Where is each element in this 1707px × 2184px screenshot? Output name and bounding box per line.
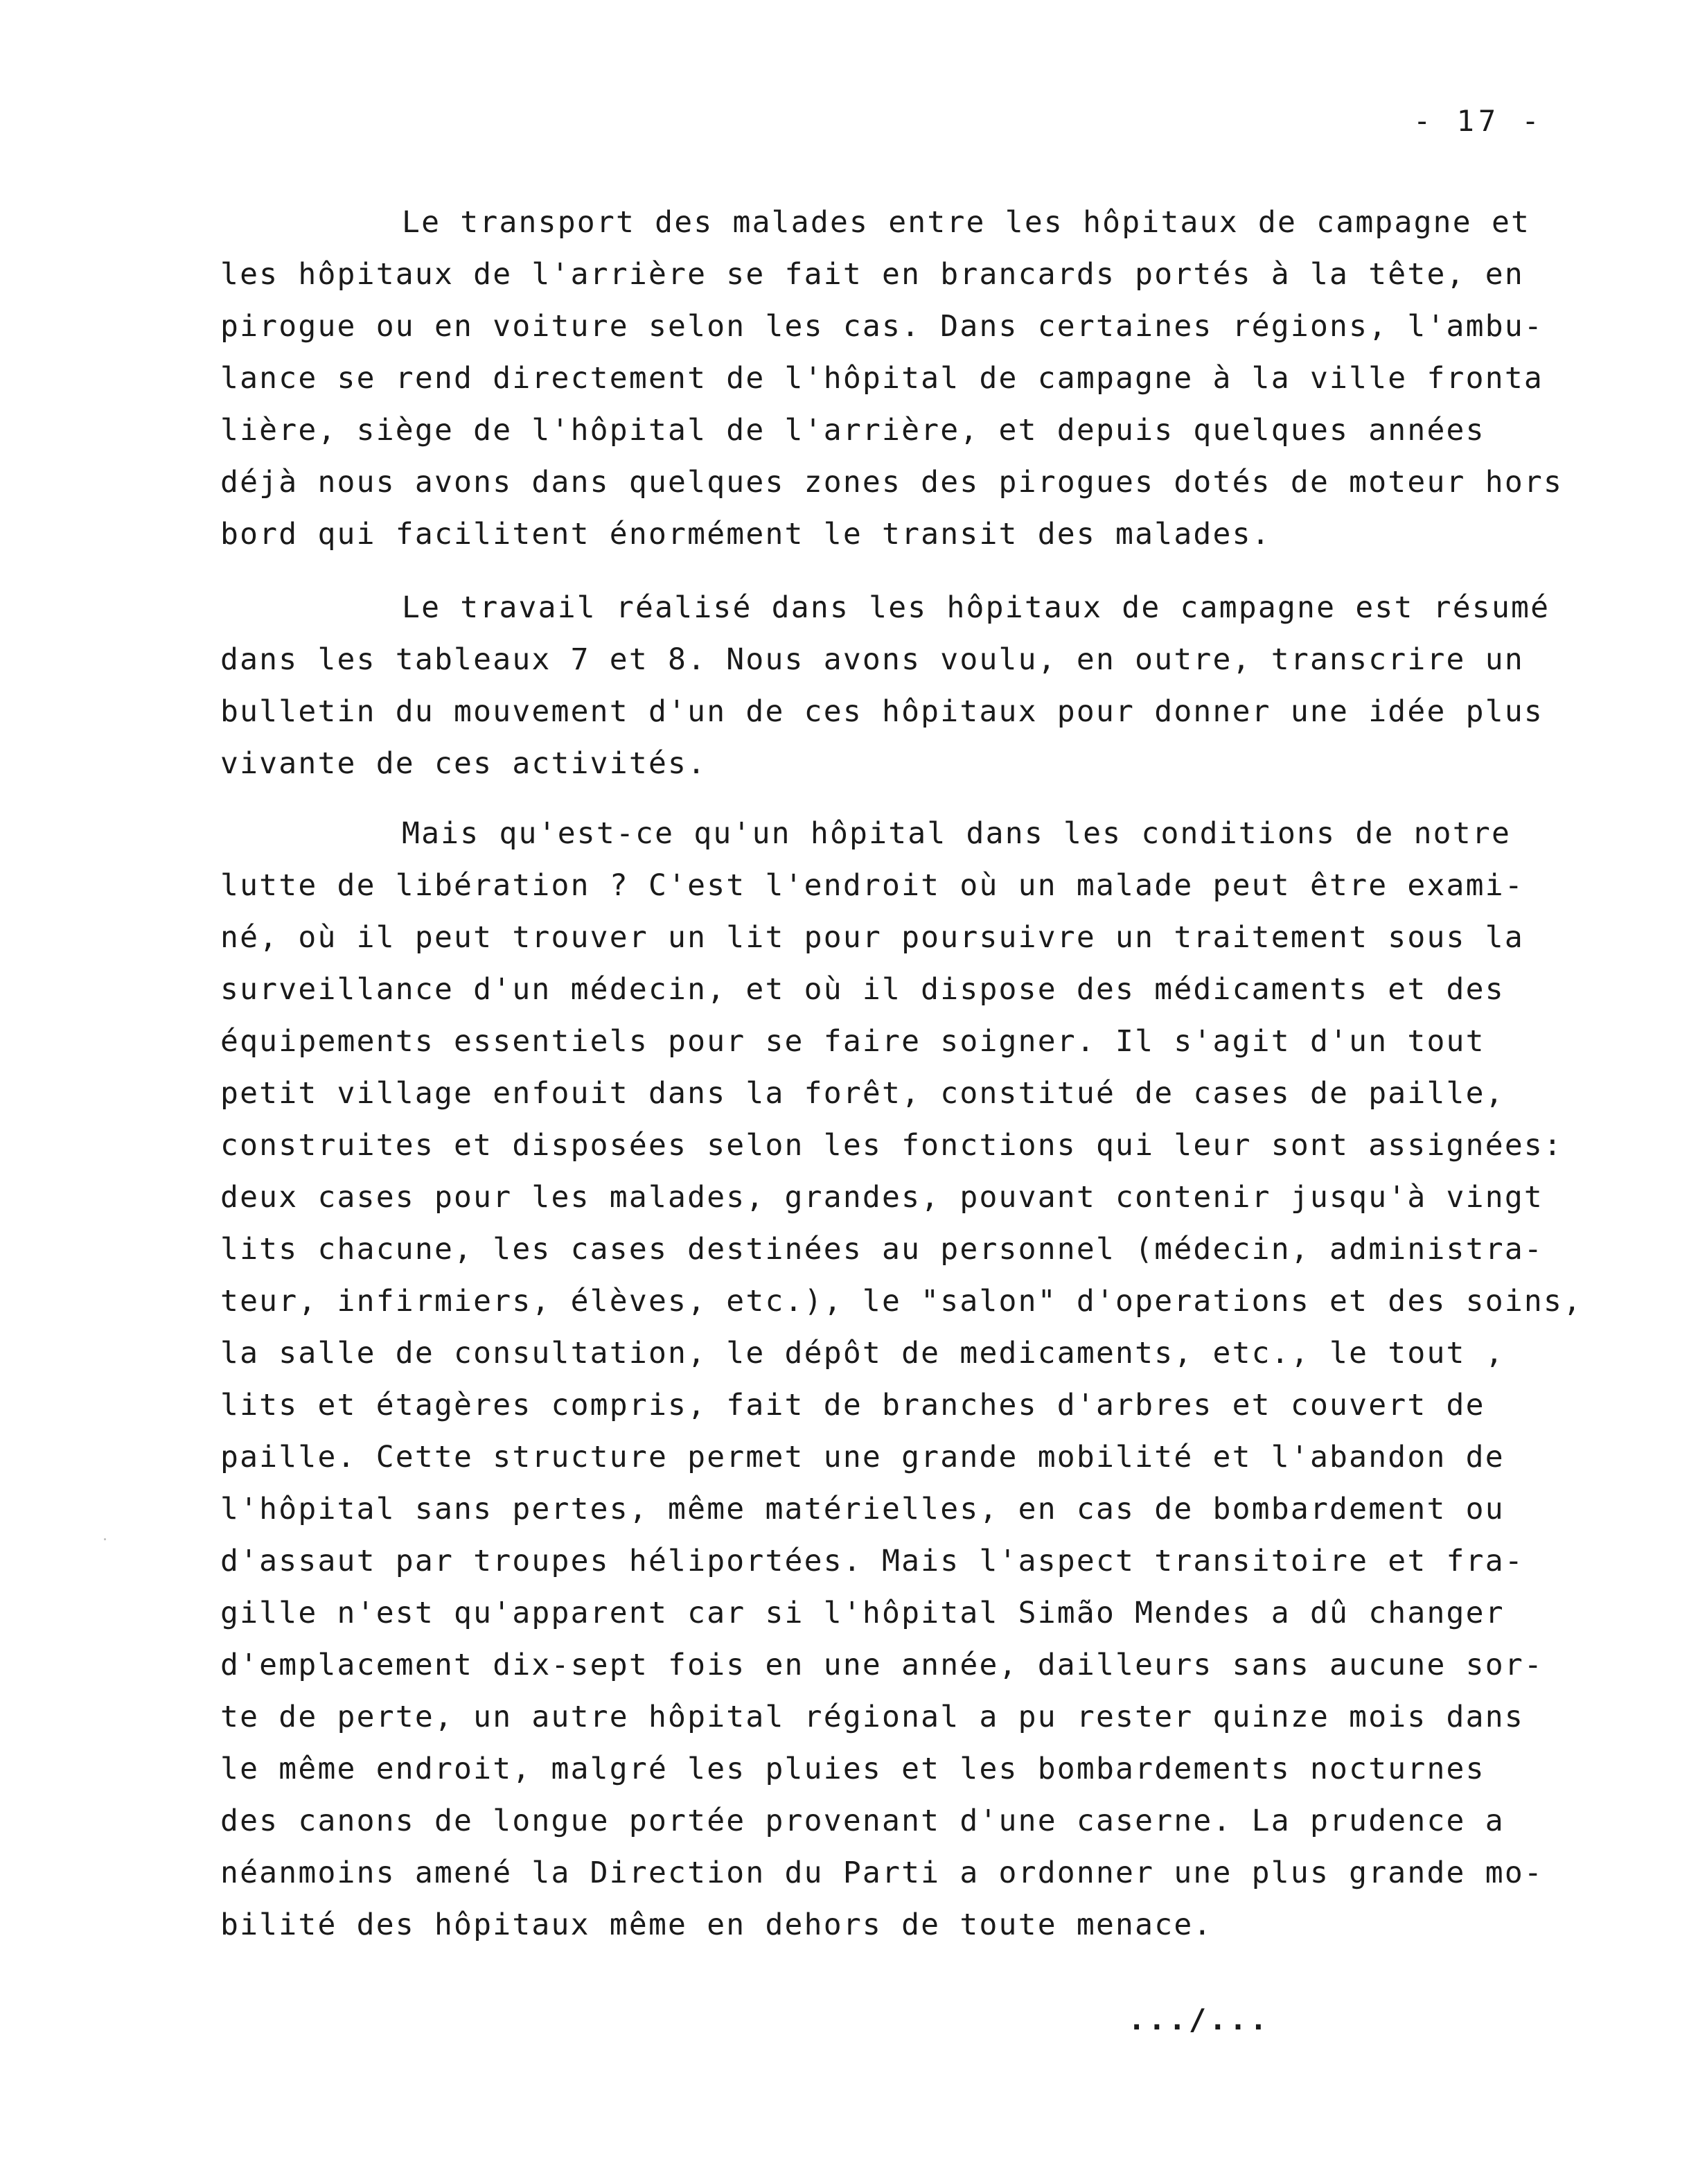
text-line: construites et disposées selon les fonctions qui leur sont assignées: [220,1128,1564,1163]
text-line: bilité des hôpitaux même en dehors de toute menace. [220,1908,1213,1942]
scan-speck [104,1538,106,1540]
text-line: te de perte, un autre hôpital régional a pu rester quinze mois dans [220,1700,1524,1734]
text-line: lière, siège de l'hôpital de l'arrière, et depuis quelques années [220,413,1485,448]
text-line: vivante de ces activités. [220,746,707,781]
text-line: des canons de longue portée provenant d'une caserne. La prudence a [220,1804,1505,1838]
paragraph-hopital [220,808,1654,1951]
paragraph-transport [220,197,1654,561]
text-line: déjà nous avons dans quelques zones des pirogues dotés de moteur hors [220,465,1564,500]
text-line: lance se rend directement de l'hôpital de campagne à la ville fronta [220,361,1544,396]
text-line: lits chacune, les cases destinées au personnel (médecin, administra- [220,1232,1544,1267]
text-line: d'emplacement dix-sept fois en une année, dailleurs sans aucune sor- [220,1648,1544,1682]
text-line: teur, infirmiers, élèves, etc.), le "salon" d'operations et des soins, [220,1284,1583,1319]
text-line: l'hôpital sans pertes, même matérielles, en cas de bombardement ou [220,1492,1505,1526]
text-line: d'assaut par troupes héliportées. Mais l'aspect transitoire et fra- [220,1544,1524,1578]
text-line: deux cases pour les malades, grandes, pouvant contenir jusqu'à vingt [220,1180,1544,1215]
text-line: dans les tableaux 7 et 8. Nous avons voulu, en outre, transcrire un [220,642,1524,677]
page-number: - 17 - [1413,104,1544,138]
text-line: lits et étagères compris, fait de branches d'arbres et couvert de [220,1388,1485,1423]
text-line: bulletin du mouvement d'un de ces hôpitaux pour donner une idée plus [220,694,1544,729]
text-line: petit village enfouit dans la forêt, constitué de cases de paille, [220,1076,1505,1111]
paragraph-travail [220,582,1654,790]
text-line: néanmoins amené la Direction du Parti a ordonner une plus grande mo- [220,1856,1544,1890]
text-line: bord qui facilitent énormément le transit des malades. [220,517,1271,552]
text-line: les hôpitaux de l'arrière se fait en brancards portés à la tête, en [220,257,1524,292]
text-line: Mais qu'est-ce qu'un hôpital dans les conditions de notre [402,816,1512,851]
text-line: Le travail réalisé dans les hôpitaux de campagne est résumé [402,590,1550,625]
text-line: lutte de libération ? C'est l'endroit où un malade peut être exami- [220,868,1524,903]
continuation-marker: .../... [1128,2002,1271,2036]
text-line: pirogue ou en voiture selon les cas. Dans certaines régions, l'ambu- [220,309,1544,344]
text-line: surveillance d'un médecin, et où il dispose des médicaments et des [220,972,1505,1007]
text-line: Le transport des malades entre les hôpitaux de campagne et [402,205,1531,240]
text-line: gille n'est qu'apparent car si l'hôpital Simão Mendes a dû changer [220,1596,1505,1630]
text-line: le même endroit, malgré les pluies et les bombardements nocturnes [220,1752,1485,1786]
text-line: paille. Cette structure permet une grande mobilité et l'abandon de [220,1440,1505,1474]
text-line: équipements essentiels pour se faire soigner. Il s'agit d'un tout [220,1024,1485,1059]
text-line: né, où il peut trouver un lit pour poursuivre un traitement sous la [220,920,1524,955]
text-line: la salle de consultation, le dépôt de medicaments, etc., le tout , [220,1336,1505,1371]
